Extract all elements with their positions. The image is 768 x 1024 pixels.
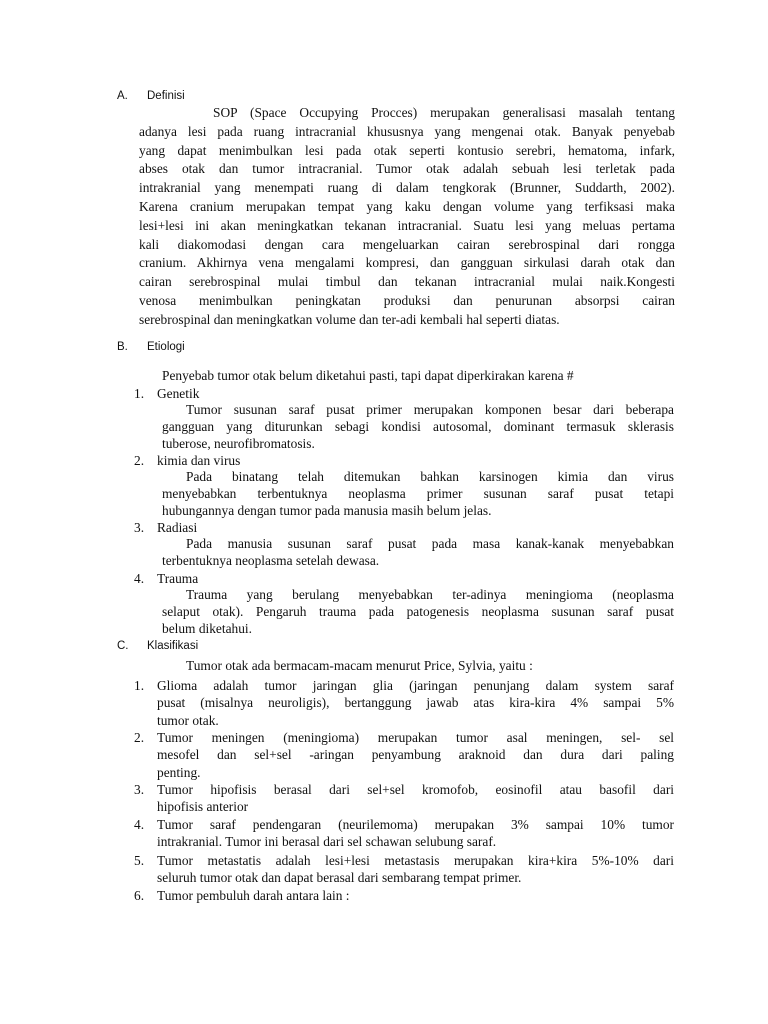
etiologi-item-title: Genetik xyxy=(157,386,200,401)
etiologi-item-text: Pada binatang telah ditemukan bahkan karsinogen kimia dan virus menyebabkan terbentuknya neoplasma primer susunan saraf pusat tetapi hubungannya dengan tumor pada manusia masih belum jelas. xyxy=(162,469,674,519)
klasifikasi-item: Tumor saraf pendengaran (neurilemoma) merupakan 3% sampai 10% tumor intrakranial. Tumor ini berasal dari sel schawan selubung saraf. xyxy=(157,817,674,850)
klasifikasi-item: Glioma adalah tumor jaringan glia (jaringan penunjang dalam system saraf pusat (misalnya neuroligis), bertanggung jawab atas kira-kira 4% sampai 5% tumor otak. xyxy=(157,678,674,728)
list-number: 3. xyxy=(134,520,145,535)
section-heading-etiologi: B. Etiologi xyxy=(117,341,185,353)
klasifikasi-item: Tumor metastatis adalah lesi+lesi metastasis merupakan kira+kira 5%-10% dari seluruh tumor otak dan dapat berasal dari sembarang tempat primer. xyxy=(157,853,674,886)
etiologi-item-title: kimia dan virus xyxy=(157,453,241,468)
section-heading-definisi: A. Definisi xyxy=(117,90,185,102)
list-number: 1. xyxy=(134,678,145,693)
etiologi-intro: Penyebab tumor otak belum diketahui pasti, tapi dapat diperkirakan karena # xyxy=(162,368,574,383)
list-number: 4. xyxy=(134,571,145,586)
list-number: 2. xyxy=(134,730,145,745)
klasifikasi-intro: Tumor otak ada bermacam-macam menurut Price, Sylvia, yaitu : xyxy=(186,658,533,673)
list-number: 4. xyxy=(134,817,145,832)
klasifikasi-item: Tumor hipofisis berasal dari sel+sel kromofob, eosinofil atau basofil dari hipofisis anterior xyxy=(157,782,674,815)
klasifikasi-item: Tumor meningen (meningioma) merupakan tumor asal meningen, sel- sel mesofel dan sel+sel -aringan penyambung araknoid dan dura dari paling penting. xyxy=(157,730,674,780)
klasifikasi-item: Tumor pembuluh darah antara lain : xyxy=(157,888,350,903)
list-number: 5. xyxy=(134,853,145,868)
list-number: 3. xyxy=(134,782,145,797)
section-heading-klasifikasi: C. Klasifikasi xyxy=(117,640,199,652)
list-number: 2. xyxy=(134,453,145,468)
etiologi-item-text: Trauma yang berulang menyebabkan ter-adinya meningioma (neoplasma selaput otak). Pengaruh trauma pada patogenesis neoplasma susunan saraf pusat belum diketahui. xyxy=(162,587,674,637)
etiologi-item-text: Tumor susunan saraf pusat primer merupakan komponen besar dari beberapa gangguan yang diturunkan sebagi kondisi autosomal, dominant termasuk sklerasis tuberose, neurofibromatosis. xyxy=(162,402,674,452)
etiologi-item-title: Trauma xyxy=(157,571,199,586)
definisi-paragraph: SOP (Space Occupying Procces) merupakan generalisasi masalah tentang adanya lesi pada ruang intracranial khususnya yang mengenai otak. Banyak penyebab yang dapat menimbulkan lesi pada otak seperti kontusio serebri, hematoma, infark, abses otak dan tumor intracranial. Tumor otak adalah sebuah lesi terletak pada intrakranial yang menempati ruang di dalam tengkorak (Brunner, Suddarth, 2002). Karena cranium merupakan tempat yang kaku dengan volume yang terfiksasi maka lesi+lesi ini akan meningkatkan tekanan intracranial. Suatu lesi yang meluas pertama kali diakomodasi dengan cara mengeluarkan cairan serebrospinal dari rongga cranium. Akhirnya vena mengalami kompresi, dan gangguan sirkulasi darah otak dan cairan serebrospinal mulai timbul dan tekanan intracranial mulai naik.Kongesti venosa menimbulkan peningkatan produksi dan penurunan absorpsi cairan serebrospinal dan meningkatkan volume dan ter-adi kembali hal seperti diatas. xyxy=(139,105,675,327)
etiologi-item-title: Radiasi xyxy=(157,520,198,535)
list-number: 1. xyxy=(134,386,145,401)
etiologi-item-text: Pada manusia susunan saraf pusat pada masa kanak-kanak menyebabkan terbentuknya neoplasma setelah dewasa. xyxy=(162,536,674,569)
list-number: 6. xyxy=(134,888,145,903)
